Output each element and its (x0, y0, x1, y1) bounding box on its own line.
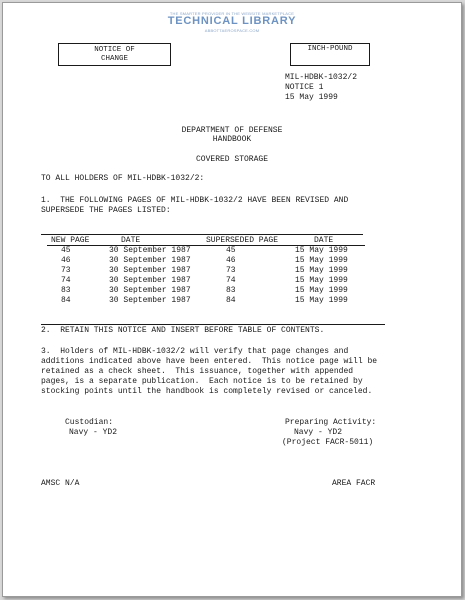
superseded-date-cell: 15 May 1999 (295, 286, 348, 295)
handbook-label: HANDBOOK (212, 135, 252, 144)
document-page (2, 2, 462, 597)
paragraph-1-line-2: SUPERSEDE THE PAGES LISTED: (41, 206, 171, 215)
notice-box-line-1: NOTICE OF (94, 46, 135, 54)
new-page-cell: 46 (61, 256, 71, 265)
table-top-rule (41, 234, 363, 235)
new-page-cell: 83 (61, 286, 71, 295)
preparing-activity-label: Preparing Activity: (285, 418, 377, 427)
table-header-date: DATE (121, 236, 141, 245)
superseded-date-cell: 15 May 1999 (295, 296, 348, 305)
new-page-cell: 73 (61, 266, 71, 275)
technical-library-logo (166, 11, 298, 35)
superseded-page-cell: 74 (226, 276, 236, 285)
superseded-page-cell: 73 (226, 266, 236, 275)
preparing-activity-value: Navy - YD2 (294, 428, 343, 437)
new-page-cell: 84 (61, 296, 71, 305)
table-header-new-page: NEW PAGE (51, 236, 90, 245)
logo-title: TECHNICAL LIBRARY (167, 15, 297, 27)
date-cell: 30 September 1987 (109, 256, 191, 265)
new-page-cell: 74 (61, 276, 71, 285)
inch-pound-box (290, 43, 370, 66)
superseded-page-cell: 46 (226, 256, 236, 265)
amsc-label: AMSC N/A (41, 479, 80, 488)
date-cell: 30 September 1987 (109, 276, 191, 285)
logo-tagline: THE SMARTER PROVIDER IN THE WEBSITE MARKETPLACE (169, 11, 295, 16)
project-number: (Project FACR-5011) (282, 438, 374, 447)
superseded-page-cell: 84 (226, 296, 236, 305)
table-header-superseded-page: SUPERSEDED PAGE (206, 236, 279, 245)
paragraph-3-line-1: 3. Holders of MIL-HDBK-1032/2 will verify that page changes and (41, 347, 349, 356)
superseded-page-cell: 45 (226, 246, 236, 255)
date-cell: 30 September 1987 (109, 296, 191, 305)
paragraph-1-line-1: 1. THE FOLLOWING PAGES OF MIL-HDBK-1032/2 HAVE BEEN REVISED AND (41, 196, 349, 205)
custodian-label: Custodian: (65, 418, 114, 427)
notice-date: 15 May 1999 (285, 93, 338, 102)
department-title: DEPARTMENT OF DEFENSE (181, 126, 283, 135)
logo-site: ABBOTTAEROSPACE.COM (204, 28, 260, 33)
paragraph-3-line-4: pages, is a separate publication. Each notice is to be retained by (41, 377, 363, 386)
date-cell: 30 September 1987 (109, 246, 191, 255)
date-cell: 30 September 1987 (109, 266, 191, 275)
subject-title: COVERED STORAGE (195, 155, 268, 164)
date-cell: 30 September 1987 (109, 286, 191, 295)
new-page-cell: 45 (61, 246, 71, 255)
superseded-date-cell: 15 May 1999 (295, 266, 348, 275)
table-bottom-rule (41, 324, 385, 325)
paragraph-3-line-5: stocking points until the handbook is completely revised or canceled. (41, 387, 373, 396)
addressee-line: TO ALL HOLDERS OF MIL-HDBK-1032/2: (41, 174, 205, 183)
inch-pound-label: INCH-POUND (307, 45, 353, 53)
superseded-date-cell: 15 May 1999 (295, 256, 348, 265)
superseded-date-cell: 15 May 1999 (295, 246, 348, 255)
notice-number: NOTICE 1 (285, 83, 324, 92)
superseded-page-cell: 83 (226, 286, 236, 295)
paragraph-3-line-3: retained as a check sheet. This issuance, together with appended (41, 367, 354, 376)
paragraph-3-line-2: additions indicated above have been entered. This notice page will be (41, 357, 378, 366)
table-header-superseded-date: DATE (314, 236, 334, 245)
document-id: MIL-HDBK-1032/2 (285, 73, 358, 82)
notice-box-line-2: CHANGE (100, 55, 128, 63)
superseded-date-cell: 15 May 1999 (295, 276, 348, 285)
paragraph-2: 2. RETAIN THIS NOTICE AND INSERT BEFORE TABLE OF CONTENTS. (41, 326, 325, 335)
notice-of-change-box (58, 43, 171, 66)
custodian-value: Navy - YD2 (69, 428, 118, 437)
area-label: AREA FACR (332, 479, 376, 488)
